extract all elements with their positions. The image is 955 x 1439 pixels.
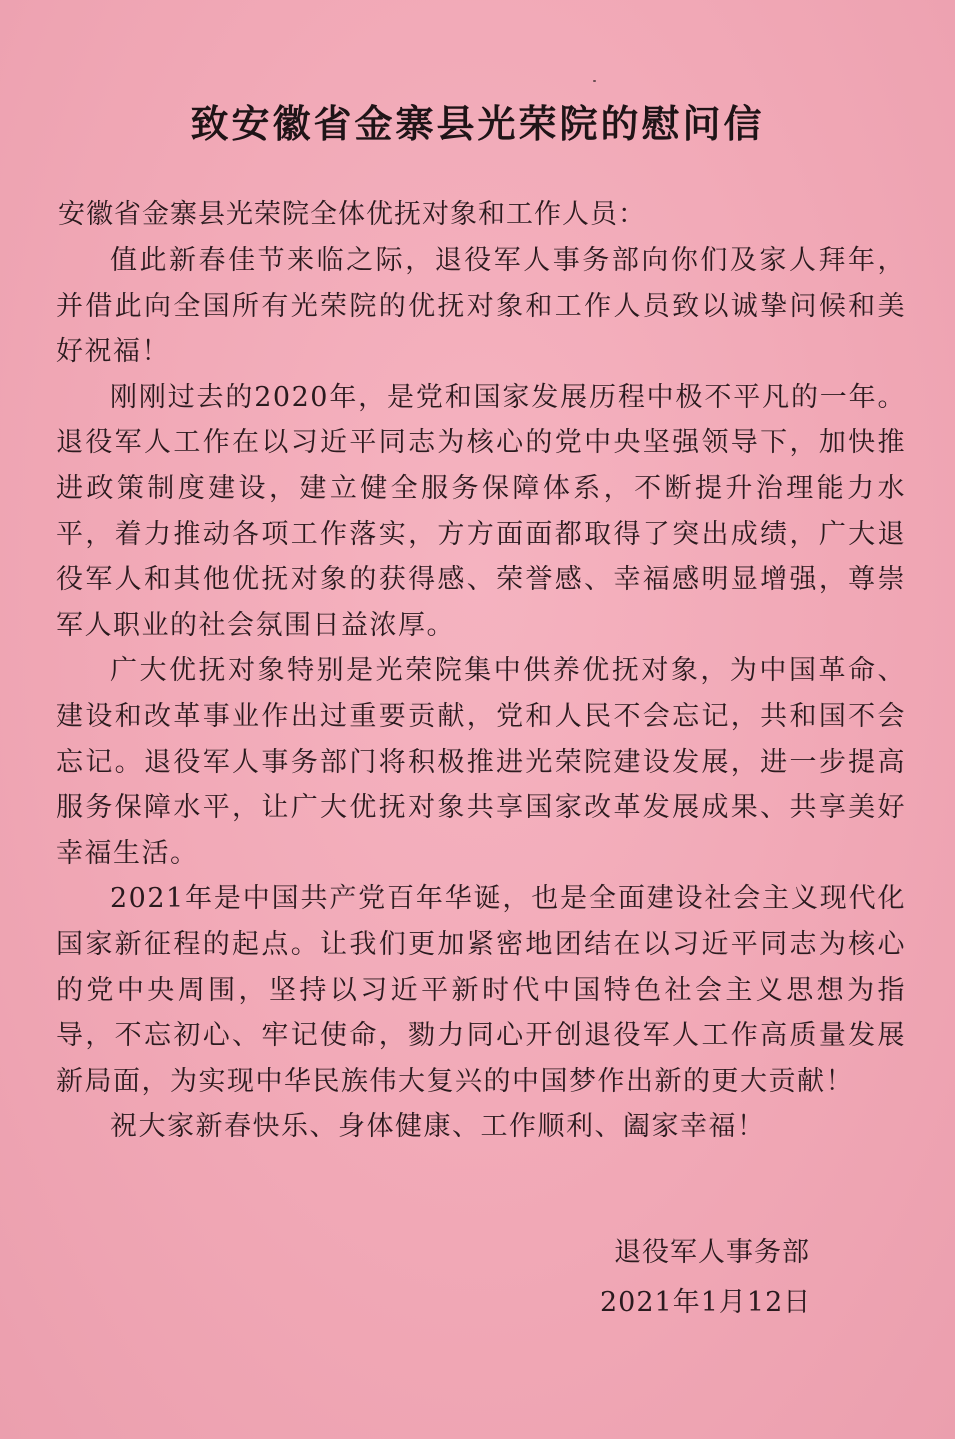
letter-body [56,238,906,1150]
letter-title: 致安徽省金寨县光荣院的慰问信 [190,102,765,146]
paragraph: 刚刚过去的2020年，是党和国家发展历程中极不平凡的一年。退役军人工作在以习近平同志为核心的党中央坚强领导下，加快推进政策制度建设，建立健全服务保障体系，不断提升治理能力水平，着力推动各项工作落实，方方面面都取得了突出成绩，广大退役军人和其他优抚对象的获得感、荣誉感、幸福感明显增强，尊崇军人职业的社会氛围日益浓厚。 [56,381,906,641]
signature-date: 2021年1月12日 [600,1287,812,1318]
paragraph: 广大优抚对象特别是光荣院集中供养优抚对象，为中国革命、建设和改革事业作出过重要贡献，党和人民不会忘记，共和国不会忘记。退役军人事务部门将积极推进光荣院建设发展，进一步提高服务保障水平，让广大优抚对象共享国家改革发展成果、共享美好幸福生活。 [56,655,906,869]
signature-block [600,1228,900,1328]
paper-speck [593,80,596,82]
closing-wishes: 祝大家新春快乐、身体健康、工作顺利、阖家幸福！ [110,1111,766,1143]
paragraph: 值此新春佳节来临之际，退役军人事务部向你们及家人拜年，并借此向全国所有光荣院的优抚对象和工作人员致以诚挚问候和美好祝福！ [56,245,906,368]
paragraph: 2021年是中国共产党百年华诞，也是全面建设社会主义现代化国家新征程的起点。让我们更加紧密地团结在以习近平同志为核心的党中央周围，坚持以习近平新时代中国特色社会主义思想为指导，不忘初心、牢记使命，勠力同心开创退役军人工作高质量发展新局面，为实现中华民族伟大复兴的中国梦作出新的更大贡献！ [56,883,906,1097]
signature-org: 退役军人事务部 [614,1237,810,1268]
letter-salutation: 安徽省金寨县光荣院全体优抚对象和工作人员： [58,199,646,230]
